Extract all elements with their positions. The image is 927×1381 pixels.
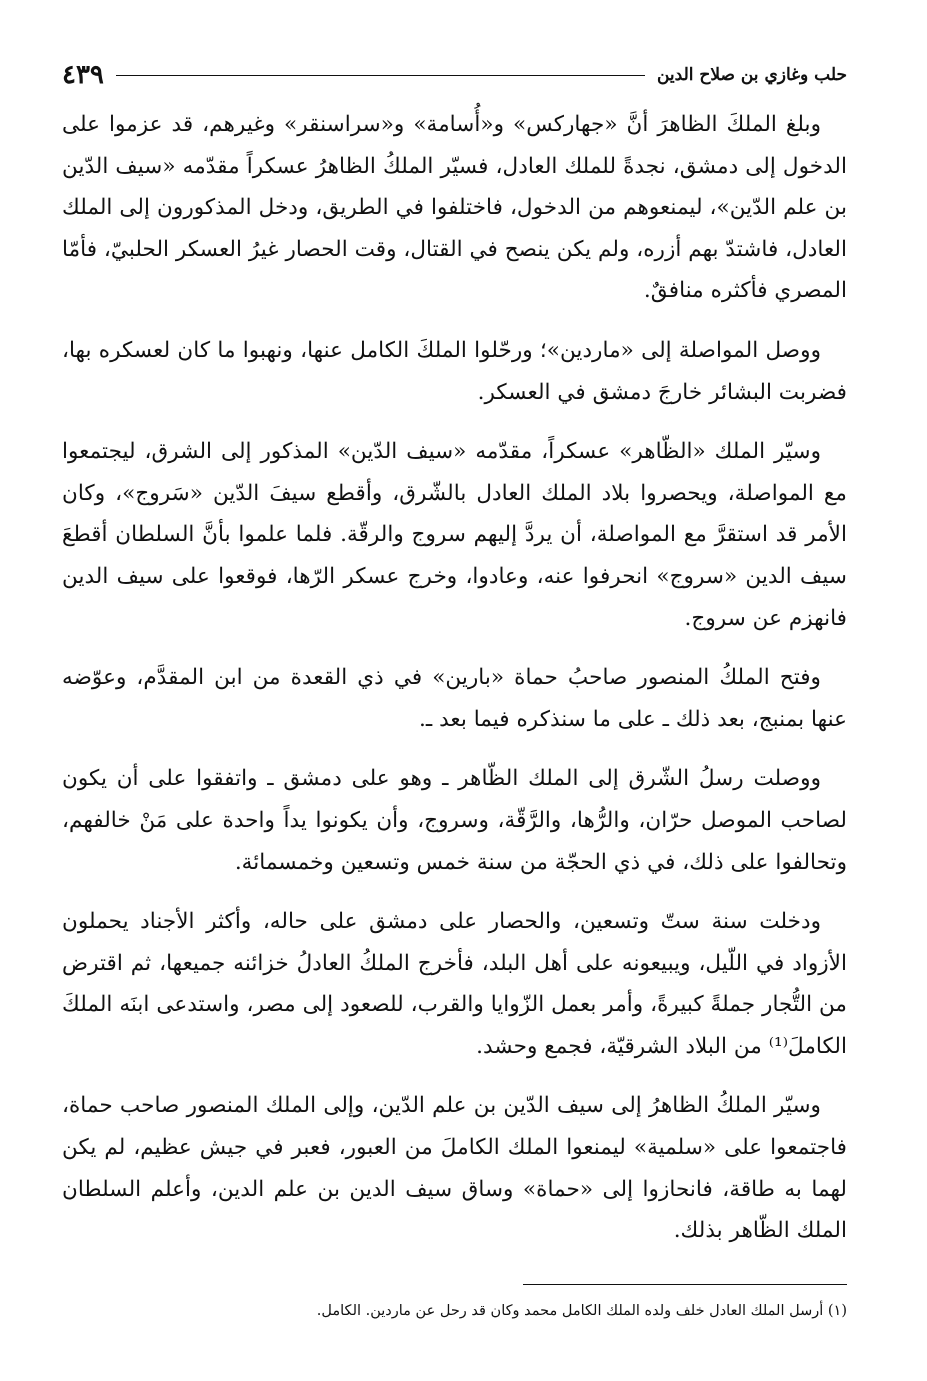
paragraph: وبلغ الملكَ الظاهرَ أنَّ «جهاركس» و«أُسامة» و«سراسنقر» وغيرهم، قد عزموا على الدخول إلى دمشق، نجدةً للملك العادل، فسيّر الملكُ الظاهرُ عسكراً مقدّمه «سيف الدّين بن علم الدّين»، ليمنعوهم من الدخول، فاختلفوا في الطريق، ودخل المذكورون إلى الملك العادل، فاشتدّ بهم أزره، ولم يكن ينصح في القتال، وقت الحصار غيرُ العسكر الحلبيّ، فأمّا المصري فأكثره منافقٌ.: [61, 112, 847, 304]
footnote-rule: [523, 1284, 847, 1285]
paragraph: ووصلت رسلُ الشّرق إلى الملك الظّاهر ـ وهو على دمشق ـ واتفقوا على أن يكون لصاحب الموصل حرّان، والرُّها، والرَّقّة، وسروج، وأن يكونوا يداً واحدة على مَنْ خالفهم، وتحالفوا على ذلك، في ذي الحجّة من سنة خمس وتسعين وخمسمائة.: [62, 766, 847, 875]
running-title: حلب وغازي بن صلاح الدين: [656, 65, 847, 85]
paragraph: ووصل المواصلة إلى «ماردين»؛ ورحّلوا الملكَ الكامل عنها، ونهبوا ما كان لعسكره بها، فضربت البشائر خارجَ دمشق في العسكر.: [62, 337, 847, 405]
paragraph: وسيّر الملك «الظّاهر» عسكراً، مقدّمه «سيف الدّين» المذكور إلى الشرق، ليجتمعوا مع المواصلة، ويحصروا بلاد الملك العادل بالشّرق، وأقطع سيفَ الدّين «سَروج»، وكان الأمر قد استقرَّ مع المواصلة، أن يردَّ إليهم سروج والرقّة. فلما علموا بأنَّ السلطان أقطعَ سيف الدين «سروج» انحرفوا عنه، وعادوا، وخرج عسكر الرّها، فوقعوا على سيف الدين فانهزم عن سروج.: [62, 439, 847, 631]
footnote: (١) أرسل الملك العادل خلف ولده الملك الكامل محمد وكان قد رحل عن ماردين. الكامل.: [316, 1303, 847, 1319]
body-text: [62, 104, 847, 1270]
paragraph: وسيّر الملكُ الظاهرُ إلى سيف الدّين بن علم الدّين، وإلى الملك المنصور صاحب حماة، فاجتمعوا على «سلمية» ليمنعوا الملك الكاملَ من العبور، فعبر في جيش عظيم، لم يكن لهما به طاقة، فانحازوا إلى «حماة» وساق سيف الدين بن علم الدين، وأعلم السلطان الملك الظّاهر بذلك.: [62, 1093, 847, 1244]
paragraph: ودخلت سنة ستّ وتسعين، والحصار على دمشق على حاله، وأكثر الأجناد يحملون الأزواد في اللّيل، ويبيعونه على أهل البلد، فأخرج الملكُ العادلُ خزائنه جميعها، ثم اقترض من التُّجار جملةً كبيرةً، وأمر بعمل الزّوايا والقرب، للصعود إلى مصر، واستدعى ابنَه الملكَ الكاملَ⁽¹⁾ من البلاد الشرقيّة، فجمع وحشد.: [62, 909, 847, 1059]
paragraph: وفتح الملكُ المنصور صاحبُ حماة «بارين» في ذي القعدة من ابن المقدَّم، وعوّضه عنها بمنبج، بعد ذلك ـ على ما سنذكره فيما بعد ـ.: [62, 665, 847, 732]
page-number: ٤٣٩: [62, 60, 104, 90]
page-header: [62, 58, 847, 92]
header-rule: [116, 75, 645, 76]
